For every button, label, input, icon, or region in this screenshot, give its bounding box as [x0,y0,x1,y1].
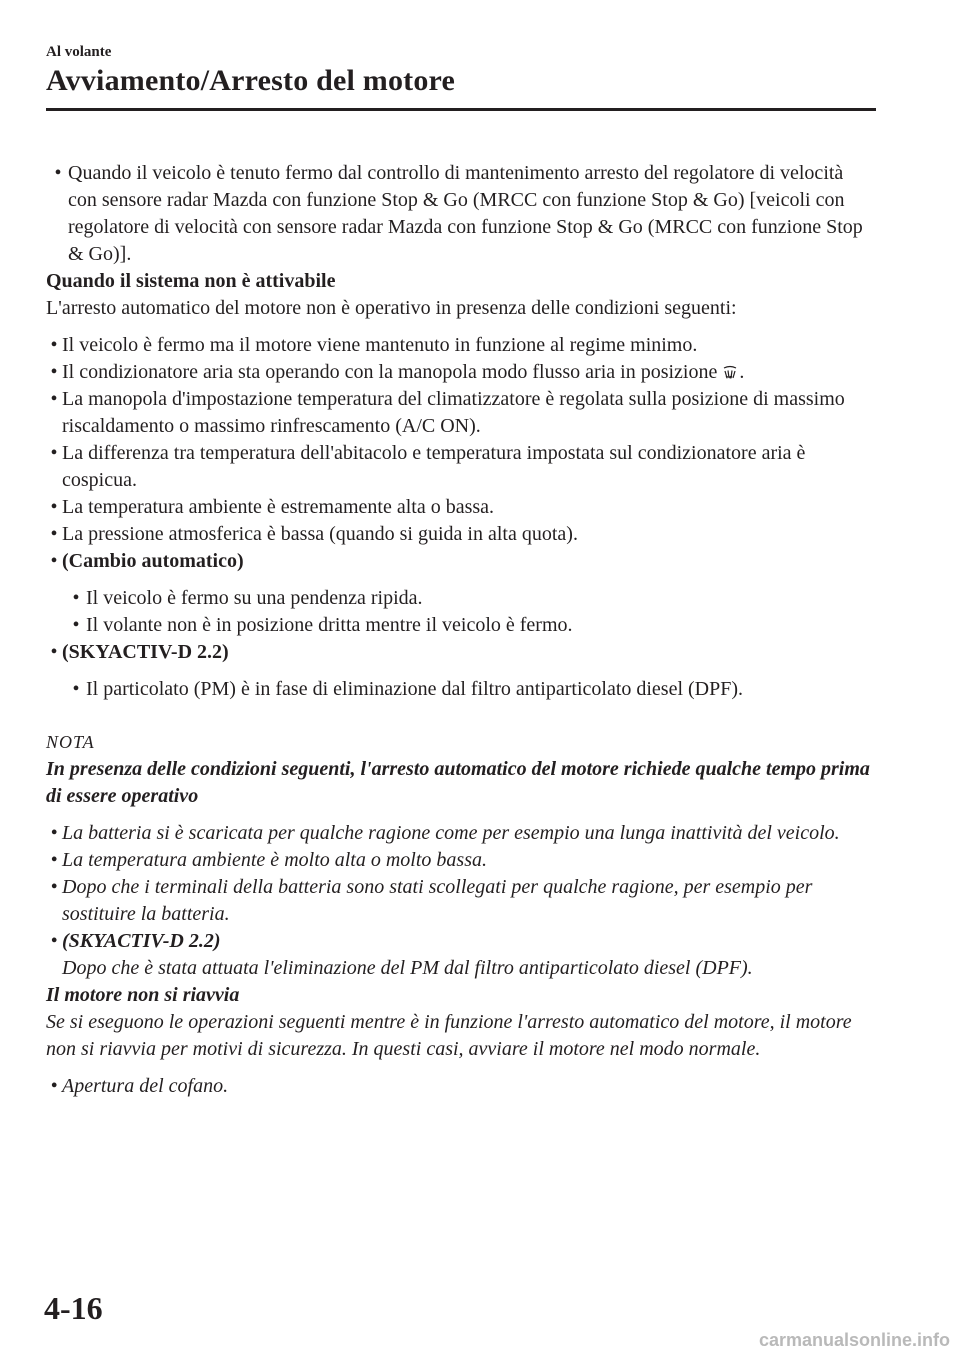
defroster-mode-icon [721,364,739,380]
note-label: NOTA [46,732,95,752]
note-heading: In presenza delle condizioni seguenti, l'arresto automatico del motore richiede qualche tempo prima di essere operativo [46,758,870,807]
section-label: Al volante [46,44,112,60]
automatic-sublist [46,585,876,639]
list-item: • Apertura del cofano. [50,1075,229,1097]
list-item: • (SKYACTIV-D 2.2) • Il particolato (PM) è in fase di eliminazione dal filtro antiparticolato diesel (DPF). [46,639,876,703]
list-item: • Il condizionatore aria sta operando con la manopola modo flusso aria in posizione . [50,361,745,383]
list-item: • La manopola d'impostazione temperatura del climatizzatore è regolata sulla posizione di massimo riscaldamento o massimo rinfrescamento (A/C ON). [50,388,845,437]
watermark: carmanualsonline.info [758,1330,950,1350]
list-item: • Il veicolo è fermo ma il motore viene mantenuto in funzione al regime minimo. [50,334,698,356]
list-item: • La temperatura ambiente è estremamente alta o bassa. [50,496,495,518]
list-item: • (Cambio automatico) • Il veicolo è fermo su una pendenza ripida. • Il volante non è in posizione dritta mentre il veicolo è fermo. [46,548,876,639]
list-item: • Quando il veicolo è tenuto fermo dal controllo di mantenimento arresto del regolatore di velocità con sensore radar Mazda con funzione Stop & Go (MRCC con funzione Stop & Go) [veicoli con regolatore di velocità con sensore radar Mazda con funzione Stop & Go (MRCC con funzione Stop & Go)]. [54,162,863,265]
list-item: • Il veicolo è fermo su una pendenza ripida. [72,587,423,609]
page-number: 4-16 [44,1290,103,1326]
list-item: • Il particolato (PM) è in fase di eliminazione dal filtro antiparticolato diesel (DPF). [72,678,744,700]
automatic-label: (Cambio automatico) [62,550,244,572]
header-rule [46,108,876,111]
page-content [46,160,876,1100]
restart-text: Se si eseguono le operazioni seguenti mentre è in funzione l'arresto automatico del motore, il motore non si riavvia per motivi di sicurezza. In questi casi, avviare il motore nel modo normale. [46,1011,852,1060]
list-item: • La batteria si è scaricata per qualche ragione come per esempio una lunga inattività del veicolo. [50,822,840,844]
skyactiv-label: (SKYACTIV-D 2.2) [62,641,229,663]
restart-list [46,1073,876,1100]
list-item: • (SKYACTIV-D 2.2) Dopo che è stata attuata l'eliminazione del PM dal filtro antiparticolato diesel (DPF). [50,930,753,979]
list-item: • La temperatura ambiente è molto alta o molto bassa. [50,849,487,871]
page-title: Avviamento/Arresto del motore [46,64,456,97]
skyactiv-sublist [46,676,876,703]
list-item: • La differenza tra temperatura dell'abitacolo e temperatura impostata sul condizionatore aria è cospicua. [50,442,806,491]
note-skyactiv-label: (SKYACTIV-D 2.2) [62,930,221,952]
not-available-intro: L'arresto automatico del motore non è operativo in presenza delle condizioni seguenti: [46,297,737,319]
note-list [46,820,876,982]
conditions-list [46,332,876,703]
list-item: • La pressione atmosferica è bassa (quando si guida in alta quota). [50,523,578,545]
not-available-heading: Quando il sistema non è attivabile [46,270,336,292]
restart-heading: Il motore non si riavvia [46,984,240,1006]
top-list [46,160,876,268]
list-item: • Il volante non è in posizione dritta mentre il veicolo è fermo. [72,614,573,636]
list-item: • Dopo che i terminali della batteria sono stati scollegati per qualche ragione, per esempio per sostituire la batteria. [50,876,813,925]
